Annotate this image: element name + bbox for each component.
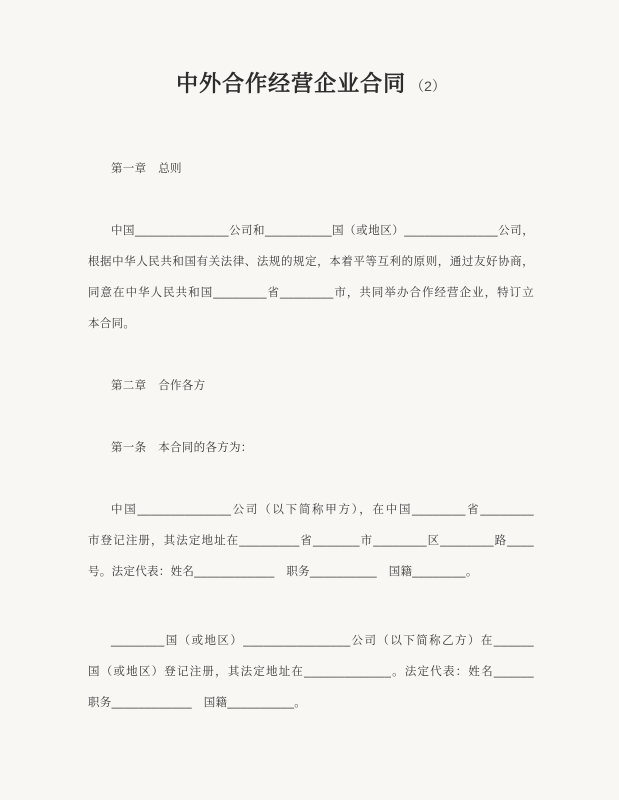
party-b-paragraph-line-1: ________国（或地区）________________公司（以下简称乙方）在______ [111,635,534,647]
article-1-heading: 第一条 本合同的各方为： [111,442,253,454]
party-a-paragraph-line-3: 号。法定代表：姓名____________ 职务__________ 国籍________。 [88,566,478,578]
chapter-1-heading: 第一章 总则 [111,163,182,175]
spacer [88,185,534,216]
spacer [88,402,534,433]
spacer [88,588,534,626]
party-a-paragraph-line-1: 中国______________公司（以下简称甲方），在中国________省________ [111,504,534,516]
intro-paragraph-line-1: 中国______________公司和__________国（或地区）______________公司， [111,225,534,237]
party-b-paragraph-line-2: 国（或地区）登记注册，其法定地址在_____________。法定代表：姓名______ [88,666,534,678]
intro-paragraph-line-3: 同意在中华人民共和国________省________市，共同举办合作经营企业，特订立 [88,287,534,299]
contract-title-text: 中外合作经营企业合同 [176,71,407,96]
chapter-2-heading: 第二章 合作各方 [111,380,206,392]
intro-paragraph-line-4: 本合同。 [88,318,136,330]
contract-title [88,64,534,104]
contract-title-number: （2） [410,78,446,94]
party-a-paragraph-line-2: 市登记注册，其法定地址在_________省_______市________区________路____ [88,535,534,547]
spacer [88,464,534,495]
party-b-paragraph-line-3: 职务____________ 国籍__________。 [88,697,307,709]
spacer [88,340,534,371]
intro-paragraph-line-2: 根据中华人民共和国有关法律、法规的规定，本着平等互利的原则，通过友好协商， [88,256,534,268]
